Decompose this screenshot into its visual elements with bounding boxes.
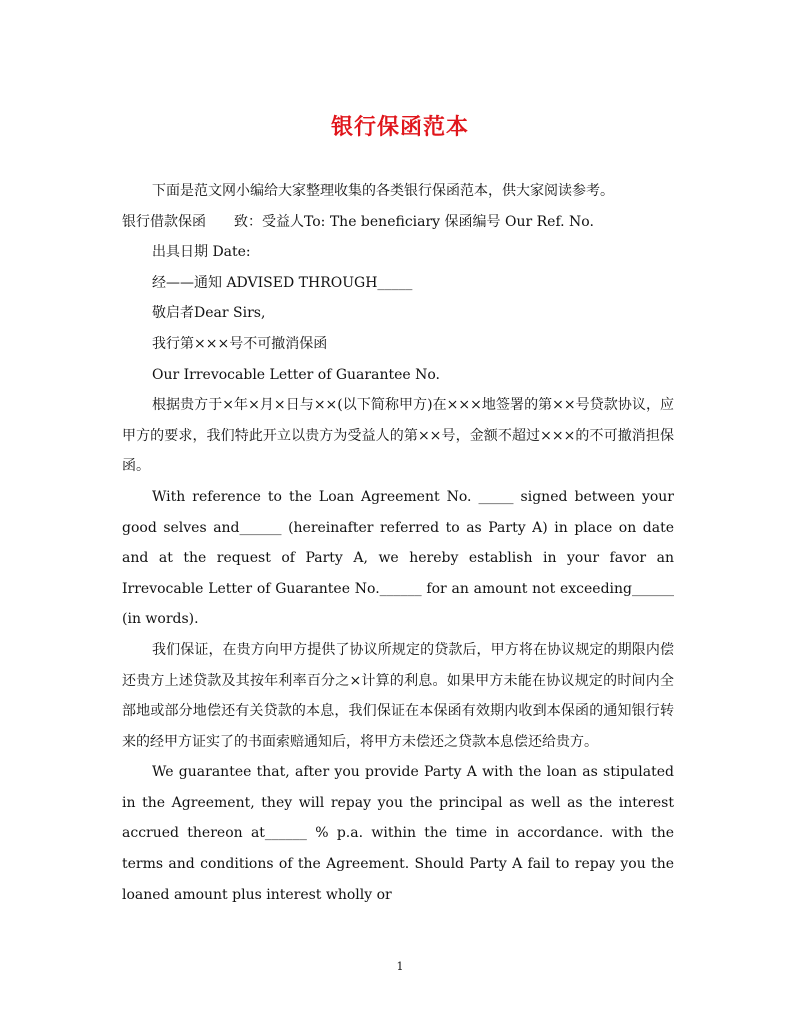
page-number: 1 [396, 960, 404, 973]
paragraph-salutation: 敬启者Dear Sirs, [152, 305, 266, 322]
paragraph-guarantee-number-cn: 我行第×××号不可撤消保函 [152, 335, 328, 352]
document-body [122, 176, 674, 910]
paragraph-heading-line: 银行借款保函 致：受益人To: The beneficiary 保函编号 Our Ref. No. [122, 213, 594, 230]
paragraph-advised-through: 经——通知 ADVISED THROUGH_____ [152, 274, 413, 291]
paragraph-reference-en: With reference to the Loan Agreement No. _____ signed between your good selves and______ (hereinafter referred to as Party A) in place on date and at the request of Party A, we hereby establish in your favor an Irrevocable Letter of Guarantee No.______ for an amount not exceeding______ (in words). [122, 488, 674, 628]
paragraph-guarantee-number-en: Our Irrevocable Letter of Guarantee No. [152, 366, 440, 383]
document-title: 银行保函范本 [330, 114, 469, 140]
paragraph-guarantee-cn: 我们保证，在贵方向甲方提供了协议所规定的贷款后，甲方将在协议规定的期限内偿还贵方上述贷款及其按年利率百分之×计算的利息。如果甲方未能在协议规定的时间内全部地或部分地偿还有关贷款的本息，我们保证在本保函有效期内收到本保函的通知银行转来的经甲方证实了的书面索赔通知后，将甲方未偿还之贷款本息偿还给贵方。 [122, 641, 674, 750]
paragraph-intro: 下面是范文网小编给大家整理收集的各类银行保函范本，供大家阅读参考。 [152, 183, 614, 199]
paragraph-guarantee-en: We guarantee that, after you provide Party A with the loan as stipulated in the Agreement, they will repay you the principal as well as the interest accrued thereon at______ % p.a. within the time in accordance. with the terms and conditions of the Agreement. Should Party A fail to repay you the loaned amount plus interest wholly or [122, 764, 674, 903]
paragraph-date: 出具日期 Date: [152, 244, 251, 261]
paragraph-reference-cn: 根据贵方于×年×月×日与××(以下简称甲方)在×××地签署的第××号贷款协议，应甲方的要求，我们特此开立以贵方为受益人的第××号，金额不超过×××的不可撤消担保函。 [122, 397, 674, 475]
